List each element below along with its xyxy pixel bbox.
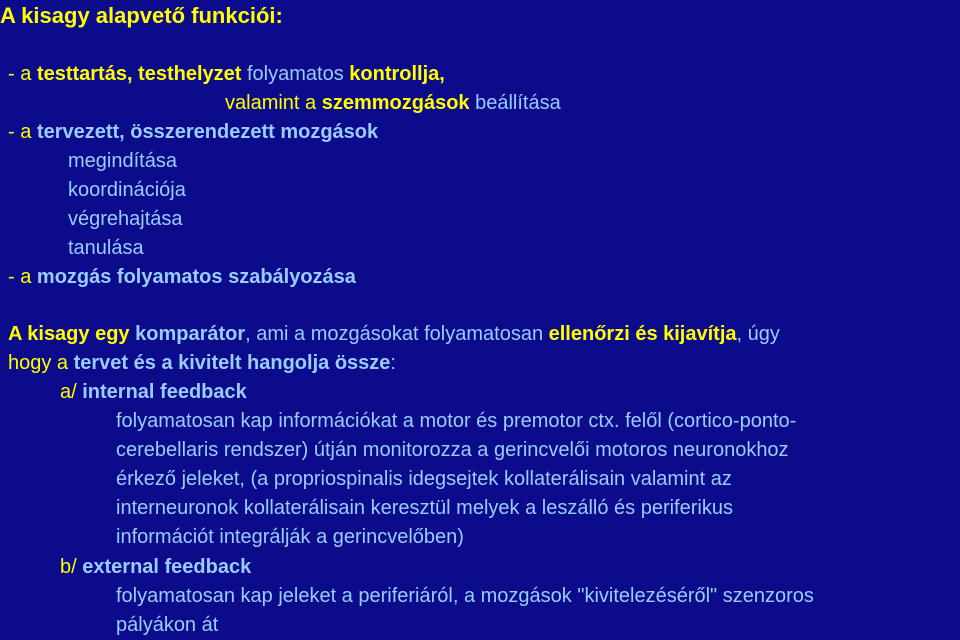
text-bold: kontrollja, — [349, 63, 445, 85]
text-bold: external feedback — [82, 556, 252, 578]
text: : — [390, 352, 396, 374]
section-a-line-4: interneuronok kollaterálisain keresztül melyek a leszálló és periferikus — [116, 497, 733, 519]
text: b/ — [60, 556, 83, 578]
list-item-1-cont — [225, 91, 561, 115]
section-a-label — [60, 380, 247, 404]
section-a-line-3: érkező jeleket, (a propriospinalis idegsejtek kollaterálisain valamint az — [116, 468, 732, 490]
text: a/ — [60, 381, 83, 403]
text: folyamatos — [241, 63, 350, 85]
list-dash: - a — [8, 63, 37, 85]
text-bold: internal feedback — [82, 381, 247, 403]
text-bold: szemmozgások — [321, 92, 470, 114]
list-item-3 — [8, 265, 356, 289]
text: hogy a — [8, 352, 74, 374]
list-dash: - a — [8, 266, 37, 288]
sub-item-coordination: koordinációja — [68, 179, 186, 201]
list-item-1 — [8, 62, 445, 86]
section-b-line-1: folyamatosan kap jeleket a periferiáról, a mozgások "kivitelezéséről" szenzoros — [116, 585, 814, 607]
text: valamint a — [225, 92, 322, 114]
section-b-line-2: pályákon át — [116, 614, 219, 636]
slide-title: A kisagy alapvető funkciói: — [0, 3, 283, 28]
sub-item-execution: végrehajtása — [68, 208, 183, 230]
list-dash: - a — [8, 121, 37, 143]
sub-item-learning: tanulása — [68, 237, 144, 259]
text-bold: tervezett, összerendezett mozgások — [36, 121, 379, 143]
paragraph-line-2 — [8, 351, 396, 375]
text-bold: testtartás, testhelyzet — [36, 63, 242, 85]
text-bold: komparátor — [135, 323, 246, 345]
text-bold: A kisagy egy — [8, 323, 136, 345]
text-bold: tervet és a kivitelt hangolja össze — [73, 352, 391, 374]
section-a-line-1: folyamatosan kap információkat a motor és premotor ctx. felől (cortico-ponto- — [116, 410, 797, 432]
section-b-label — [60, 555, 251, 579]
text: , úgy — [736, 323, 780, 345]
section-a-line-2: cerebellaris rendszer) útján monitorozza a gerincvelői motoros neuronokhoz — [116, 439, 789, 461]
list-item-2 — [8, 120, 378, 144]
text-bold: mozgás folyamatos szabályozása — [36, 266, 356, 288]
paragraph-line-1 — [8, 322, 780, 346]
section-a-line-5: információt integrálják a gerincvelőben) — [116, 526, 464, 548]
text: , ami a mozgásokat folyamatosan — [245, 323, 549, 345]
sub-item-initiation: megindítása — [68, 150, 177, 172]
text: beállítása — [469, 92, 561, 114]
text-bold: ellenőrzi és kijavítja — [548, 323, 737, 345]
